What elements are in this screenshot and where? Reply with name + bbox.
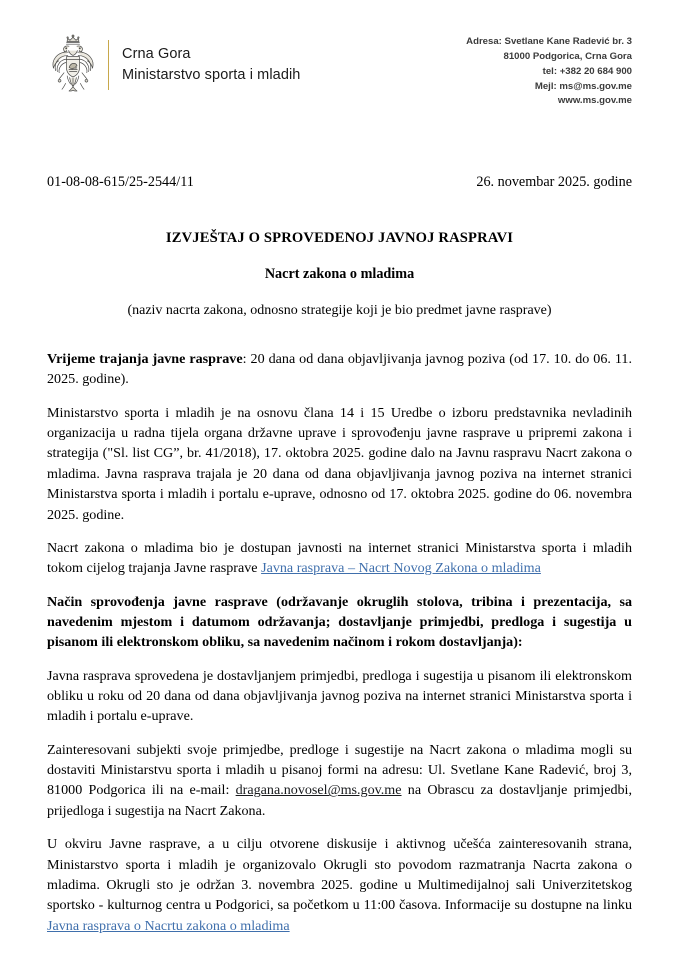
- page-subtitle: Nacrt zakona o mladima: [264, 266, 415, 282]
- duration-lead: Vrijeme trajanja javne rasprave: [47, 351, 243, 367]
- roundtable-before: U okviru Javne rasprave, a u cilju otvorene diskusije i aktivnog učešća zainteresovanih strana, Ministarstvo sporta i mladih je organizovalo Okrugli sto povodom razmatranja Nacrta zakona o mladima. Okrugli sto je održan 3. novembra 2025. godine u Multimedijalnoj sali Univerzitetskog sportsko - kulturnog centra u Podgorici, sa početkom u 11:00 časova. Informacije su dostupne na linku: [47, 836, 632, 914]
- page-title: IZVJEŠTAJ O SPROVEDENOJ JAVNOJ RASPRAVI: [165, 230, 514, 246]
- contact-website: www.ms.gov.me: [557, 95, 632, 107]
- ministry-name: Ministarstvo sporta i mladih: [122, 67, 301, 83]
- contact-email: Mejl: ms@ms.gov.me: [534, 80, 632, 92]
- link-email-dragana-novosel[interactable]: dragana.novosel@ms.gov.me: [235, 782, 402, 799]
- paragraph-method-body: Javna rasprava sprovedena je dostavljanjem primjedbi, predloga i sugestija u pisanom ili elektronskom obliku u roku od 20 dana od dana objavljivanja javnog poziva na internet stranici Ministarstva sporta i mladih i portalu e-uprave.: [47, 667, 632, 725]
- paragraph-roundtable: [47, 834, 632, 936]
- duration-rest: : 20 dana od dana objavljivanja javnog poziva (od 17. 10. do 06. 11. 2025. godine).: [47, 351, 633, 388]
- reference-row: [47, 174, 632, 191]
- paragraph-legal-basis: Ministarstvo sporta i mladih je na osnovu člana 14 i 15 Uredbe o izboru predstavnika nevladinih organizacija u radna tijela organa državne uprave i sprovođenju javne rasprave u pripremi zakona i strategija ("Sl. list CG”, br. 41/2018), 17. oktobra 2025. godine dalo na Javnu raspravu Nacrt zakona o mladima. Javna rasprava trajala je 20 dana od dana objavljivanja javnog poziva na internet stranici Ministarstva sporta i mladih i portalu e-uprave, odnosno od 17. oktobra 2025. godine do 06. novembra 2025. godine.: [47, 404, 632, 523]
- paragraph-duration: [47, 349, 632, 390]
- contact-phone: tel: +382 20 684 900: [542, 65, 632, 77]
- submission-after: na Obrascu za dostavljanje primjedbi, prijedloga i sugestija na Nacrt Zakona.: [47, 782, 632, 819]
- brand-divider: [108, 40, 109, 90]
- document-date: 26. novembar 2025. godine: [476, 174, 632, 190]
- country-name: Crna Gora: [122, 46, 191, 63]
- link-javna-rasprava-o-nacrtu[interactable]: Javna rasprava o Nacrtu zakona o mladima: [47, 917, 290, 934]
- brand-block: [47, 32, 300, 98]
- paragraph-availability: [47, 538, 632, 579]
- letterhead: [47, 0, 632, 118]
- availability-text: Nacrt zakona o mladima bio je dostupan javnosti na internet stranici Ministarstva sporta i mladih tokom cijelog trajanja Javne rasprave: [47, 539, 632, 577]
- paragraph-method-heading: Način sprovođenja javne rasprave (održavanje okruglih stolova, tribina i prezentacija, sa navedenim mjestom i datumom održavanja; dostavljanje primjedbi, predloga i sugestija u pisanom ili elektronskom obliku, sa navedenim načinom i rokom dostavljanja):: [47, 593, 632, 651]
- brand-text: [122, 44, 300, 85]
- page-title-note: (naziv nacrta zakona, odnosno strategije koji je bio predmet javne rasprave): [127, 303, 552, 318]
- reference-number: 01-08-08-615/25-2544/11: [47, 174, 194, 190]
- document-body: [47, 349, 632, 936]
- contact-address-line1: Adresa: Svetlane Kane Radević br. 3: [466, 36, 632, 47]
- contact-block: [466, 32, 632, 109]
- contact-address-line2: 81000 Podgorica, Crna Gora: [503, 50, 632, 62]
- submission-before: Zainteresovani subjekti svoje primjedbe, predloge i sugestije na Nacrt zakona o mladima mogli su dostaviti Ministarstvu sporta i mladih u pisanoj formi na adresu: Ul. Svetlane Kane Radević, broj 3, 81000 Podgorica ili na e-mail:: [47, 741, 632, 799]
- title-block: [47, 230, 632, 319]
- link-javna-rasprava-nacrt[interactable]: Javna rasprava – Nacrt Novog Zakona o mladima: [261, 560, 541, 577]
- montenegro-coat-of-arms-icon: [47, 32, 99, 98]
- paragraph-submission: [47, 740, 632, 821]
